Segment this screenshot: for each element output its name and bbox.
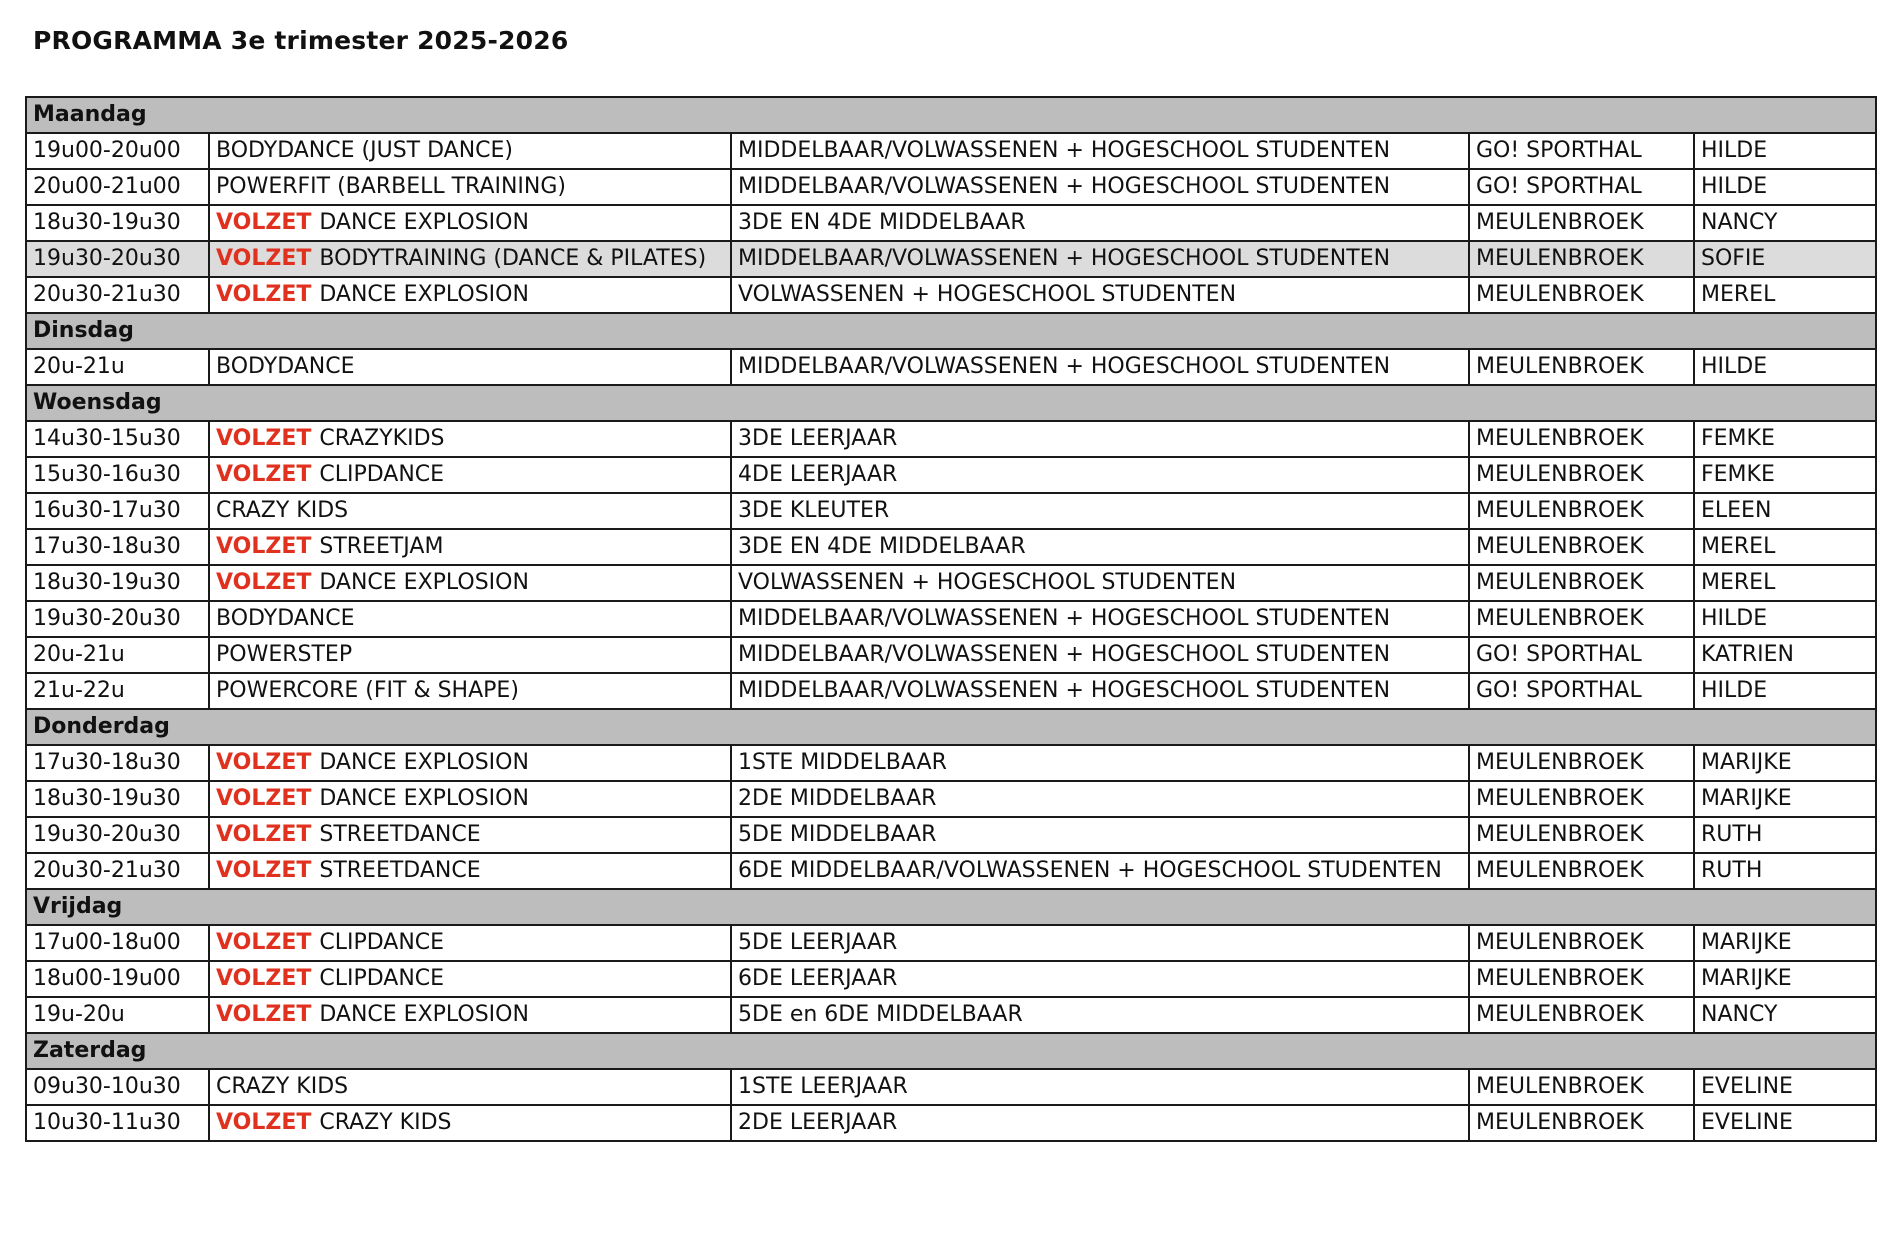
full-badge: VOLZET xyxy=(216,462,312,487)
table-row xyxy=(26,457,1876,493)
course-name: CRAZY KIDS xyxy=(216,498,349,523)
course-name: STREETDANCE xyxy=(319,822,481,847)
time-cell: 18u00-19u00 xyxy=(26,961,209,997)
location-cell: MEULENBROEK xyxy=(1469,565,1694,601)
location-cell: MEULENBROEK xyxy=(1469,997,1694,1033)
teacher-cell: MARIJKE xyxy=(1694,925,1876,961)
table-row xyxy=(26,817,1876,853)
course-cell xyxy=(209,817,731,853)
teacher-cell: NANCY xyxy=(1694,997,1876,1033)
audience-cell: 3DE EN 4DE MIDDELBAAR xyxy=(731,529,1469,565)
location-cell: MEULENBROEK xyxy=(1469,745,1694,781)
location-cell: MEULENBROEK xyxy=(1469,853,1694,889)
course-name: CRAZY KIDS xyxy=(319,1110,452,1135)
table-row xyxy=(26,421,1876,457)
location-cell: MEULENBROEK xyxy=(1469,457,1694,493)
time-cell: 18u30-19u30 xyxy=(26,205,209,241)
table-row xyxy=(26,349,1876,385)
course-cell xyxy=(209,637,731,673)
location-cell: MEULENBROEK xyxy=(1469,349,1694,385)
teacher-cell: RUTH xyxy=(1694,817,1876,853)
location-cell: MEULENBROEK xyxy=(1469,493,1694,529)
course-cell xyxy=(209,1069,731,1105)
table-row xyxy=(26,925,1876,961)
time-cell: 09u30-10u30 xyxy=(26,1069,209,1105)
full-badge: VOLZET xyxy=(216,750,312,775)
teacher-cell: MARIJKE xyxy=(1694,961,1876,997)
audience-cell: 5DE LEERJAAR xyxy=(731,925,1469,961)
time-cell: 20u00-21u00 xyxy=(26,169,209,205)
course-name: BODYDANCE (JUST DANCE) xyxy=(216,138,513,163)
teacher-cell: NANCY xyxy=(1694,205,1876,241)
full-badge: VOLZET xyxy=(216,858,312,883)
day-name: Dinsdag xyxy=(26,313,1876,349)
course-name: BODYDANCE xyxy=(216,606,355,631)
course-name: CRAZYKIDS xyxy=(319,426,445,451)
audience-cell: MIDDELBAAR/VOLWASSENEN + HOGESCHOOL STUDENTEN xyxy=(731,637,1469,673)
audience-cell: VOLWASSENEN + HOGESCHOOL STUDENTEN xyxy=(731,277,1469,313)
audience-cell: 5DE en 6DE MIDDELBAAR xyxy=(731,997,1469,1033)
audience-cell: 3DE LEERJAAR xyxy=(731,421,1469,457)
teacher-cell: HILDE xyxy=(1694,673,1876,709)
full-badge: VOLZET xyxy=(216,1002,312,1027)
location-cell: MEULENBROEK xyxy=(1469,529,1694,565)
teacher-cell: FEMKE xyxy=(1694,457,1876,493)
teacher-cell: ELEEN xyxy=(1694,493,1876,529)
course-name: DANCE EXPLOSION xyxy=(319,210,529,235)
location-cell: GO! SPORTHAL xyxy=(1469,637,1694,673)
time-cell: 20u-21u xyxy=(26,349,209,385)
full-badge: VOLZET xyxy=(216,966,312,991)
course-cell xyxy=(209,241,731,277)
audience-cell: 1STE LEERJAAR xyxy=(731,1069,1469,1105)
day-header-row xyxy=(26,385,1876,421)
table-row xyxy=(26,277,1876,313)
time-cell: 17u00-18u00 xyxy=(26,925,209,961)
full-badge: VOLZET xyxy=(216,210,312,235)
course-cell xyxy=(209,277,731,313)
course-name: POWERCORE (FIT & SHAPE) xyxy=(216,678,519,703)
full-badge: VOLZET xyxy=(216,282,312,307)
time-cell: 10u30-11u30 xyxy=(26,1105,209,1141)
time-cell: 19u-20u xyxy=(26,997,209,1033)
course-cell xyxy=(209,133,731,169)
time-cell: 20u-21u xyxy=(26,637,209,673)
course-name: DANCE EXPLOSION xyxy=(319,570,529,595)
full-badge: VOLZET xyxy=(216,822,312,847)
audience-cell: 5DE MIDDELBAAR xyxy=(731,817,1469,853)
table-row xyxy=(26,997,1876,1033)
location-cell: MEULENBROEK xyxy=(1469,241,1694,277)
time-cell: 19u30-20u30 xyxy=(26,241,209,277)
teacher-cell: MARIJKE xyxy=(1694,781,1876,817)
course-cell xyxy=(209,997,731,1033)
audience-cell: 6DE LEERJAAR xyxy=(731,961,1469,997)
course-name: CLIPDANCE xyxy=(319,462,445,487)
course-cell xyxy=(209,961,731,997)
course-cell xyxy=(209,565,731,601)
day-name: Woensdag xyxy=(26,385,1876,421)
full-badge: VOLZET xyxy=(216,570,312,595)
teacher-cell: MEREL xyxy=(1694,565,1876,601)
location-cell: GO! SPORTHAL xyxy=(1469,169,1694,205)
course-name: STREETJAM xyxy=(319,534,444,559)
time-cell: 20u30-21u30 xyxy=(26,277,209,313)
course-cell xyxy=(209,853,731,889)
course-cell xyxy=(209,349,731,385)
course-name: BODYTRAINING (DANCE & PILATES) xyxy=(319,246,707,271)
location-cell: MEULENBROEK xyxy=(1469,817,1694,853)
audience-cell: 2DE LEERJAAR xyxy=(731,1105,1469,1141)
audience-cell: MIDDELBAAR/VOLWASSENEN + HOGESCHOOL STUDENTEN xyxy=(731,349,1469,385)
teacher-cell: MEREL xyxy=(1694,277,1876,313)
audience-cell: 3DE KLEUTER xyxy=(731,493,1469,529)
course-name: DANCE EXPLOSION xyxy=(319,282,529,307)
day-name: Vrijdag xyxy=(26,889,1876,925)
course-name: POWERFIT (BARBELL TRAINING) xyxy=(216,174,567,199)
table-row xyxy=(26,1105,1876,1141)
day-header-row xyxy=(26,889,1876,925)
teacher-cell: HILDE xyxy=(1694,169,1876,205)
audience-cell: MIDDELBAAR/VOLWASSENEN + HOGESCHOOL STUDENTEN xyxy=(731,169,1469,205)
full-badge: VOLZET xyxy=(216,1110,312,1135)
table-row xyxy=(26,169,1876,205)
teacher-cell: HILDE xyxy=(1694,601,1876,637)
teacher-cell: FEMKE xyxy=(1694,421,1876,457)
location-cell: MEULENBROEK xyxy=(1469,1069,1694,1105)
location-cell: MEULENBROEK xyxy=(1469,277,1694,313)
time-cell: 19u00-20u00 xyxy=(26,133,209,169)
day-header-row xyxy=(26,709,1876,745)
audience-cell: MIDDELBAAR/VOLWASSENEN + HOGESCHOOL STUDENTEN xyxy=(731,133,1469,169)
time-cell: 15u30-16u30 xyxy=(26,457,209,493)
table-row xyxy=(26,241,1876,277)
course-cell xyxy=(209,673,731,709)
table-row xyxy=(26,493,1876,529)
time-cell: 18u30-19u30 xyxy=(26,565,209,601)
location-cell: MEULENBROEK xyxy=(1469,961,1694,997)
course-cell xyxy=(209,745,731,781)
time-cell: 17u30-18u30 xyxy=(26,745,209,781)
teacher-cell: KATRIEN xyxy=(1694,637,1876,673)
schedule-body xyxy=(26,97,1876,1141)
course-name: STREETDANCE xyxy=(319,858,481,883)
course-cell xyxy=(209,601,731,637)
audience-cell: 4DE LEERJAAR xyxy=(731,457,1469,493)
time-cell: 18u30-19u30 xyxy=(26,781,209,817)
table-row xyxy=(26,601,1876,637)
table-row xyxy=(26,781,1876,817)
time-cell: 16u30-17u30 xyxy=(26,493,209,529)
location-cell: MEULENBROEK xyxy=(1469,925,1694,961)
course-name: DANCE EXPLOSION xyxy=(319,786,529,811)
table-row xyxy=(26,745,1876,781)
full-badge: VOLZET xyxy=(216,786,312,811)
table-row xyxy=(26,637,1876,673)
location-cell: MEULENBROEK xyxy=(1469,781,1694,817)
course-cell xyxy=(209,781,731,817)
audience-cell: VOLWASSENEN + HOGESCHOOL STUDENTEN xyxy=(731,565,1469,601)
teacher-cell: SOFIE xyxy=(1694,241,1876,277)
table-row xyxy=(26,529,1876,565)
audience-cell: MIDDELBAAR/VOLWASSENEN + HOGESCHOOL STUDENTEN xyxy=(731,601,1469,637)
table-row xyxy=(26,1069,1876,1105)
location-cell: MEULENBROEK xyxy=(1469,421,1694,457)
course-cell xyxy=(209,925,731,961)
day-header-row xyxy=(26,1033,1876,1069)
day-name: Maandag xyxy=(26,97,1876,133)
location-cell: MEULENBROEK xyxy=(1469,601,1694,637)
teacher-cell: RUTH xyxy=(1694,853,1876,889)
time-cell: 19u30-20u30 xyxy=(26,601,209,637)
audience-cell: MIDDELBAAR/VOLWASSENEN + HOGESCHOOL STUDENTEN xyxy=(731,673,1469,709)
table-row xyxy=(26,205,1876,241)
course-name: DANCE EXPLOSION xyxy=(319,1002,529,1027)
table-row xyxy=(26,853,1876,889)
full-badge: VOLZET xyxy=(216,426,312,451)
audience-cell: 1STE MIDDELBAAR xyxy=(731,745,1469,781)
teacher-cell: MEREL xyxy=(1694,529,1876,565)
audience-cell: MIDDELBAAR/VOLWASSENEN + HOGESCHOOL STUDENTEN xyxy=(731,241,1469,277)
day-name: Zaterdag xyxy=(26,1033,1876,1069)
audience-cell: 2DE MIDDELBAAR xyxy=(731,781,1469,817)
teacher-cell: HILDE xyxy=(1694,133,1876,169)
time-cell: 19u30-20u30 xyxy=(26,817,209,853)
course-cell xyxy=(209,1105,731,1141)
course-name: CRAZY KIDS xyxy=(216,1074,349,1099)
table-row xyxy=(26,565,1876,601)
audience-cell: 3DE EN 4DE MIDDELBAAR xyxy=(731,205,1469,241)
full-badge: VOLZET xyxy=(216,246,312,271)
full-badge: VOLZET xyxy=(216,930,312,955)
course-cell xyxy=(209,421,731,457)
course-name: BODYDANCE xyxy=(216,354,355,379)
table-row xyxy=(26,133,1876,169)
location-cell: MEULENBROEK xyxy=(1469,1105,1694,1141)
full-badge: VOLZET xyxy=(216,534,312,559)
table-row xyxy=(26,673,1876,709)
day-name: Donderdag xyxy=(26,709,1876,745)
course-name: CLIPDANCE xyxy=(319,930,445,955)
time-cell: 14u30-15u30 xyxy=(26,421,209,457)
teacher-cell: MARIJKE xyxy=(1694,745,1876,781)
course-name: DANCE EXPLOSION xyxy=(319,750,529,775)
teacher-cell: EVELINE xyxy=(1694,1069,1876,1105)
teacher-cell: EVELINE xyxy=(1694,1105,1876,1141)
audience-cell: 6DE MIDDELBAAR/VOLWASSENEN + HOGESCHOOL STUDENTEN xyxy=(731,853,1469,889)
time-cell: 20u30-21u30 xyxy=(26,853,209,889)
location-cell: GO! SPORTHAL xyxy=(1469,133,1694,169)
location-cell: MEULENBROEK xyxy=(1469,205,1694,241)
time-cell: 17u30-18u30 xyxy=(26,529,209,565)
course-cell xyxy=(209,169,731,205)
day-header-row xyxy=(26,313,1876,349)
time-cell: 21u-22u xyxy=(26,673,209,709)
course-cell xyxy=(209,493,731,529)
table-row xyxy=(26,961,1876,997)
course-cell xyxy=(209,457,731,493)
course-cell xyxy=(209,529,731,565)
teacher-cell: HILDE xyxy=(1694,349,1876,385)
day-header-row xyxy=(26,97,1876,133)
location-cell: GO! SPORTHAL xyxy=(1469,673,1694,709)
page-title: PROGRAMMA 3e trimester 2025-2026 xyxy=(33,26,569,55)
course-cell xyxy=(209,205,731,241)
course-name: POWERSTEP xyxy=(216,642,353,667)
schedule-table xyxy=(25,96,1877,1142)
course-name: CLIPDANCE xyxy=(319,966,445,991)
